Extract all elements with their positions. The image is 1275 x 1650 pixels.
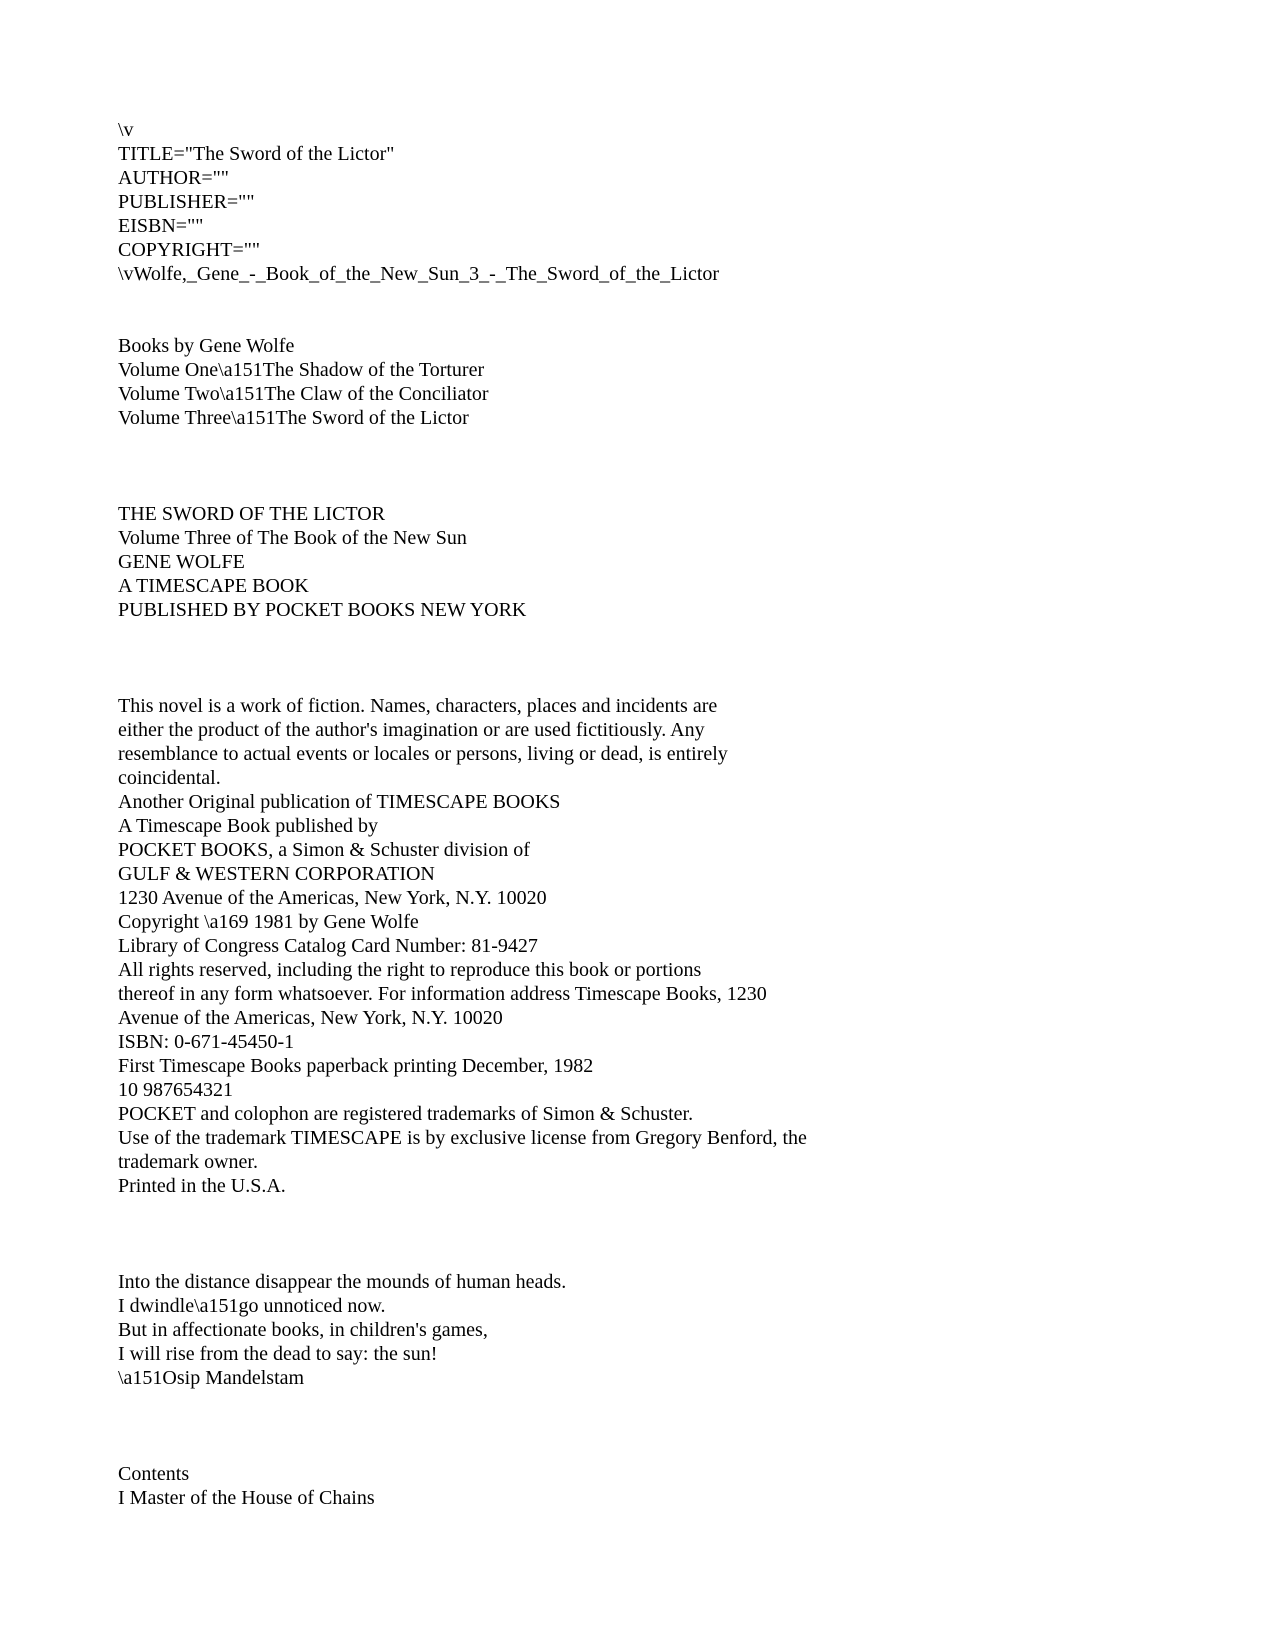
header-line: AUTHOR="" [118,167,229,189]
copyright-line: ISBN: 0-671-45450-1 [118,1031,295,1053]
epigraph-line: Into the distance disappear the mounds of human heads. [118,1271,567,1293]
header-line: EISBN="" [118,215,204,237]
header-line: \vWolfe,_Gene_-_Book_of_the_New_Sun_3_-_The_Sword_of_the_Lictor [118,263,720,285]
copyright-line: Copyright \a169 1981 by Gene Wolfe [118,911,419,933]
section-gap [118,1390,1218,1462]
copyright-line: This novel is a work of fiction. Names, characters, places and incidents are [118,695,718,717]
copyright-line: POCKET BOOKS, a Simon & Schuster division of [118,839,530,861]
books-by-line: Books by Gene Wolfe [118,335,295,357]
copyright-line: First Timescape Books paperback printing December, 1982 [118,1055,594,1077]
document-page [118,118,1218,1510]
epigraph-line: I dwindle\a151go unnoticed now. [118,1295,386,1317]
section-gap [118,430,1218,502]
copyright-line: 1230 Avenue of the Americas, New York, N.Y. 10020 [118,887,547,909]
copyright-line: Printed in the U.S.A. [118,1175,286,1197]
header-line: TITLE="The Sword of the Lictor" [118,143,395,165]
books-by-line: Volume Three\a151The Sword of the Lictor [118,407,469,429]
section-gap [118,622,1218,694]
contents-heading: Contents [118,1463,190,1485]
epigraph [118,1270,1218,1390]
copyright-line: 10 987654321 [118,1079,233,1101]
metadata-header [118,118,1218,286]
copyright-line: All rights reserved, including the right to reproduce this book or portions [118,959,702,981]
copyright-line: trademark owner. [118,1151,258,1173]
title-page-line: THE SWORD OF THE LICTOR [118,503,386,525]
epigraph-line: \a151Osip Mandelstam [118,1367,305,1389]
title-page-line: Volume Three of The Book of the New Sun [118,527,467,549]
title-page [118,502,1218,622]
header-line: PUBLISHER="" [118,191,255,213]
epigraph-line: But in affectionate books, in children's games, [118,1319,488,1341]
section-gap [118,286,1218,334]
copyright-line: Use of the trademark TIMESCAPE is by exclusive license from Gregory Benford, the [118,1127,807,1149]
section-gap [118,1198,1218,1270]
copyright-line: Library of Congress Catalog Card Number: 81-9427 [118,935,538,957]
contents-entry: I Master of the House of Chains [118,1487,375,1509]
copyright-line: GULF & WESTERN CORPORATION [118,863,435,885]
copyright-line: POCKET and colophon are registered trademarks of Simon & Schuster. [118,1103,694,1125]
title-page-line: PUBLISHED BY POCKET BOOKS NEW YORK [118,599,527,621]
copyright-line: resemblance to actual events or locales or persons, living or dead, is entirely [118,743,728,765]
books-by-line: Volume Two\a151The Claw of the Conciliator [118,383,489,405]
books-by-line: Volume One\a151The Shadow of the Torturer [118,359,485,381]
copyright-line: thereof in any form whatsoever. For information address Timescape Books, 1230 [118,983,767,1005]
header-line: COPYRIGHT="" [118,239,261,261]
copyright-line: Another Original publication of TIMESCAPE BOOKS [118,791,561,813]
books-by-author [118,334,1218,430]
copyright-line: Avenue of the Americas, New York, N.Y. 10020 [118,1007,503,1029]
copyright-line: A Timescape Book published by [118,815,379,837]
copyright-line: coincidental. [118,767,221,789]
epigraph-line: I will rise from the dead to say: the sun! [118,1343,438,1365]
contents [118,1462,1218,1510]
title-page-line: A TIMESCAPE BOOK [118,575,309,597]
header-line: \v [118,119,134,141]
title-page-line: GENE WOLFE [118,551,245,573]
copyright-line: either the product of the author's imagination or are used fictitiously. Any [118,719,705,741]
copyright-page [118,694,1218,1198]
